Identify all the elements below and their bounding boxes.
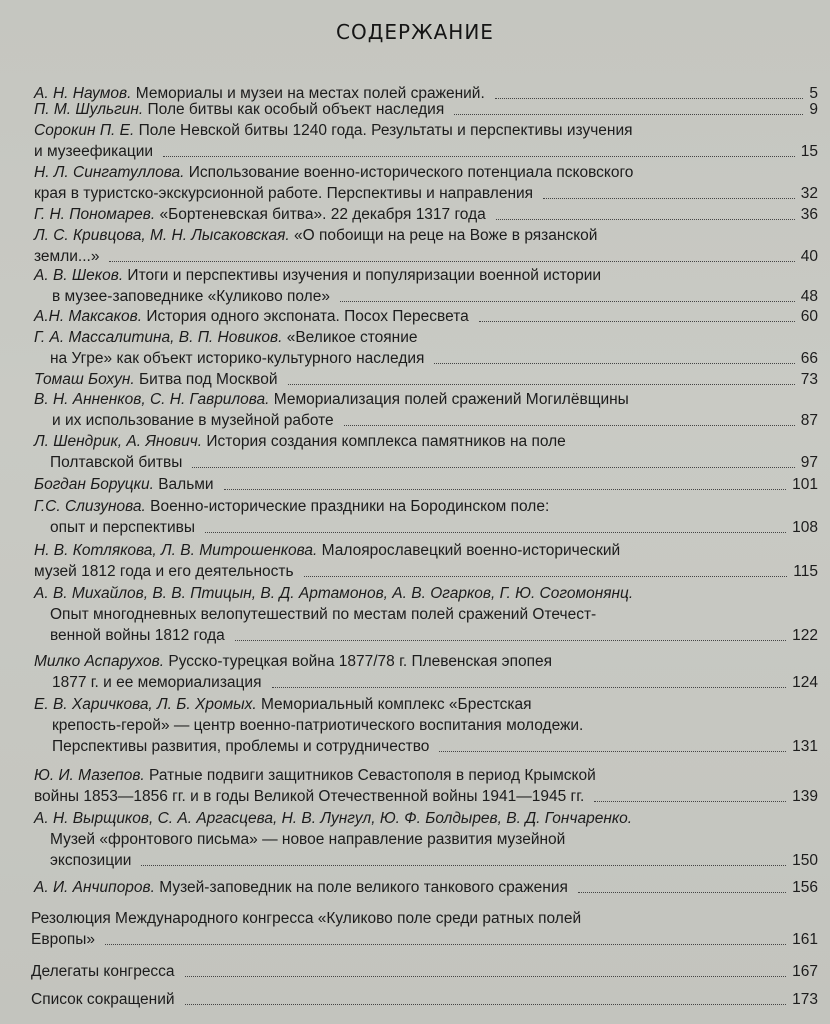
toc-entry-text: Музей-заповедник на поле великого танкового сражения [154,879,568,896]
toc-entry-text: Список сокращений [31,991,175,1008]
toc-entry-page-number: 36 [800,206,818,223]
toc-entry-leader [334,287,818,307]
toc-entry-author: Л. С. Кривцова, М. Н. Лысаковская. [34,227,290,244]
toc-entry-first-line [34,432,566,452]
toc-entry-page-number: 48 [800,288,818,305]
toc-entry-continuation-line [34,247,99,267]
dot-leader [304,562,787,577]
dot-leader [495,84,803,99]
toc-entry-text: Делегаты конгресса [31,963,175,980]
toc-entry-page-number: 150 [792,852,818,869]
toc-entry-page-number: 101 [792,476,818,493]
toc-entry-text: «Бортеневская битва». 22 декабря 1317 года [155,206,486,223]
toc-entry-page-number: 156 [792,879,818,896]
toc-entry-leader [135,851,818,871]
toc-entry-page-number: 66 [800,350,818,367]
toc-entry-author: Л. Шендрик, А. Янович. [34,433,203,450]
toc-entry-page-number: 108 [792,519,818,536]
toc-entry-text: Ратные подвиги защитников Севастополя в период Крымской [144,767,596,784]
toc-entry-text: Мемориалы и музеи на местах полей сражений. [131,85,485,102]
toc-entry-page-number: 32 [800,185,818,202]
toc-entry-leader [537,184,818,204]
toc-entry-text: и их использование в музейной работе [52,412,334,429]
toc-entry-page-number: 97 [800,454,818,471]
toc-entry-author: В. Н. Анненков, С. Н. Гаврилова. [34,391,270,408]
toc-entry-text: Битва под Москвой [134,371,278,388]
dot-leader [185,990,786,1005]
dot-leader [205,518,786,533]
toc-entry-first-line [34,100,444,120]
toc-entry-author: Томаш Бохун. [34,371,135,388]
toc-entry-text: Перспективы развития, проблемы и сотрудничество [52,738,430,755]
toc-entry-continuation-line [50,453,182,473]
toc-entry-leader [229,626,818,646]
toc-entry-text: Опыт многодневных велопутешествий по местам полей сражений Отечест- [50,606,597,623]
toc-entry-continuation-line [52,287,330,307]
toc-entry-text: Музей «фронтового письма» — новое направление развития музейной [50,831,566,848]
toc-entry-continuation-line [50,605,596,625]
toc-entry-first-line [34,497,549,517]
toc-entry-continuation-line [50,830,565,850]
toc-entry-text: Малоярославецкий военно-исторический [317,542,621,559]
toc-entry-author: Г. А. Массалитина, В. П. Новиков. [34,329,283,346]
toc-entry-page-number: 124 [792,674,818,691]
toc-entry-first-line [31,990,175,1010]
toc-entry-text: земли...» [34,248,100,265]
toc-entry-author: А. Н. Вырщиков, С. А. Аргасцева, Н. В. Лунгул, Ю. Ф. Болдырев, В. Д. Гончаренко. [34,810,633,827]
dot-leader [496,205,795,220]
toc-entry-first-line [34,695,532,715]
dot-leader [434,349,795,364]
toc-entry-text: История одного экспоната. Посох Пересвета [142,308,469,325]
toc-entry-first-line [34,809,632,829]
toc-entry-leader [490,205,818,225]
toc-entry-author: П. М. Шульгин. [34,101,144,118]
toc-entry-leader [99,930,818,950]
toc-entry-first-line [34,205,486,225]
toc-entry-text: войны 1853—1856 гг. и в годы Великой Отечественной войны 1941—1945 гг. [34,788,585,805]
toc-entry-leader [473,307,818,327]
dot-leader [192,453,795,468]
toc-entry-text: венной войны 1812 года [50,627,225,644]
toc-entry-author: А.Н. Максаков. [34,308,143,325]
toc-entry-continuation-line [31,930,95,950]
toc-entry-text: Поле битвы как особый объект наследия [143,101,445,118]
toc-entry-leader [338,411,818,431]
dot-leader [185,962,786,977]
toc-entry-continuation-line [52,737,429,757]
toc-entry-page-number: 40 [800,248,818,265]
toc-entry-author: Н. В. Котлякова, Л. В. Митрошенкова. [34,542,318,559]
toc-entry-leader [448,100,818,120]
toc-entry-leader [298,562,818,582]
toc-entry-text: Использование военно-исторического потенциала псковского [184,164,634,181]
toc-entry-author: А. И. Анчипоров. [34,879,155,896]
dot-leader [543,184,795,199]
toc-entry-page-number: 73 [800,371,818,388]
toc-entry-text: на Угре» как объект историко-культурного наследия [50,350,425,367]
dot-leader [439,737,786,752]
toc-entry-page-number: 15 [800,143,818,160]
toc-entry-text: Вальми [153,476,214,493]
toc-entry-text: и музеефикации [34,143,154,160]
toc-entry-leader [266,673,818,693]
toc-entry-continuation-line [52,716,583,736]
toc-entry-leader [186,453,818,473]
dot-leader [272,673,786,688]
dot-leader [105,930,786,945]
toc-entry-text: крепость-герой» — центр военно-патриотического воспитания молодежи. [52,717,584,734]
toc-entry-first-line [34,163,633,183]
toc-entry-continuation-line [34,184,533,204]
toc-entry-text: Итоги и перспективы изучения и популяризации военной истории [123,267,602,284]
toc-entry-leader [179,962,818,982]
toc-entry-page-number: 139 [792,788,818,805]
toc-entry-first-line [34,584,633,604]
toc-entry-page-number: 131 [792,738,818,755]
toc-entry-text: края в туристско-экскурсионной работе. Перспективы и направления [34,185,534,202]
toc-entry-page-number: 60 [800,308,818,325]
dot-leader [578,878,786,893]
toc-entry-author: Богдан Боруцки. [34,476,154,493]
toc-entry-first-line [34,307,469,327]
toc-entry-leader [282,370,818,390]
toc-entry-page-number: 5 [809,85,818,102]
toc-entry-first-line [34,878,568,898]
toc-entry-first-line [34,652,552,672]
toc-entry-author: Н. Л. Сингатуллова. [34,164,185,181]
toc-entry-first-line [31,909,581,929]
toc-entry-text: Европы» [31,931,95,948]
toc-entry-text: Военно-исторические праздники на Бородинском поле: [145,498,550,515]
toc-entry-leader [179,990,818,1010]
toc-entry-continuation-line [50,626,225,646]
toc-entry-text: Мемориализация полей сражений Могилёвщины [269,391,629,408]
dot-leader [454,100,803,115]
toc-entry-author: А. В. Михайлов, В. В. Птицын, В. Д. Артамонов, А. В. Огарков, Г. Ю. Согомонянц. [34,585,634,602]
toc-entry-page-number: 161 [792,931,818,948]
toc-entry-text: Русско-турецкая война 1877/78 г. Плевенская эпопея [164,653,553,670]
toc-entry-leader [588,787,818,807]
dot-leader [479,307,795,322]
toc-entry-text: «О побоищи на реце на Воже в рязанской [289,227,598,244]
toc-entry-text: опыт и перспективы [50,519,196,536]
toc-entry-text: в музее-заповеднике «Куликово поле» [52,288,330,305]
toc-entry-author: Сорокин П. Е. [34,122,135,139]
page-title: СОДЕРЖАНИЕ [336,20,494,44]
toc-entry-page-number: 122 [792,627,818,644]
dot-leader [235,626,786,641]
toc-entry-first-line [34,390,629,410]
toc-entry-page-number: 167 [792,963,818,980]
dot-leader [288,370,795,385]
dot-leader [224,475,786,490]
toc-entry-page-number: 173 [792,991,818,1008]
toc-entry-first-line [34,766,596,786]
toc-entry-first-line [34,370,278,390]
toc-entry-author: Е. В. Харичкова, Л. Б. Хромых. [34,696,257,713]
toc-entry-text: История создания комплекса памятников на поле [202,433,566,450]
toc-entry-leader [428,349,818,369]
toc-entry-text: Мемориальный комплекс «Брестская [256,696,532,713]
toc-entry-first-line [34,328,418,348]
toc-entry-text: Поле Невской битвы 1240 года. Результаты и перспективы изучения [134,122,633,139]
toc-entry-continuation-line [34,142,153,162]
dot-leader [141,851,786,866]
toc-entry-author: А. В. Шеков. [34,267,124,284]
toc-entry-text: Полтавской битвы [50,454,183,471]
toc-entry-continuation-line [52,411,334,431]
toc-entry-page-number: 9 [809,101,818,118]
toc-entry-text: Резолюция Международного конгресса «Куликово поле среди ратных полей [31,910,582,927]
toc-entry-continuation-line [50,851,131,871]
toc-entry-author: Г.С. Слизунова. [34,498,146,515]
toc-entry-leader [199,518,818,538]
toc-entry-page-number: 87 [800,412,818,429]
toc-entry-first-line [34,226,597,246]
dot-leader [109,247,795,262]
toc-entry-first-line [34,121,633,141]
toc-entry-leader [103,247,818,267]
toc-entry-author: А. Н. Наумов. [34,85,132,102]
toc-entry-first-line [31,962,175,982]
toc-entry-leader [433,737,818,757]
toc-entry-text: «Великое стояние [282,329,418,346]
toc-entry-author: Г. Н. Пономарев. [34,206,156,223]
toc-entry-first-line [34,475,214,495]
dot-leader [163,142,795,157]
toc-entry-first-line [34,541,620,561]
dot-leader [340,287,795,302]
toc-entry-continuation-line [50,518,195,538]
toc-entry-continuation-line [34,562,294,582]
dot-leader [344,411,795,426]
toc-entry-page-number: 115 [793,563,818,580]
toc-entry-continuation-line [50,349,424,369]
toc-entry-continuation-line [34,787,584,807]
toc-entry-text: музей 1812 года и его деятельность [34,563,294,580]
toc-entry-author: Милко Аспарухов. [34,653,165,670]
toc-entry-leader [572,878,818,898]
toc-entry-continuation-line [52,673,262,693]
toc-entry-author: Ю. И. Мазепов. [34,767,145,784]
toc-entry-leader [218,475,818,495]
toc-entry-text: 1877 г. и ее мемориализация [52,674,262,691]
dot-leader [594,787,786,802]
toc-entry-text: экспозиции [50,852,132,869]
toc-entry-leader [157,142,818,162]
toc-entry-first-line [34,266,601,286]
